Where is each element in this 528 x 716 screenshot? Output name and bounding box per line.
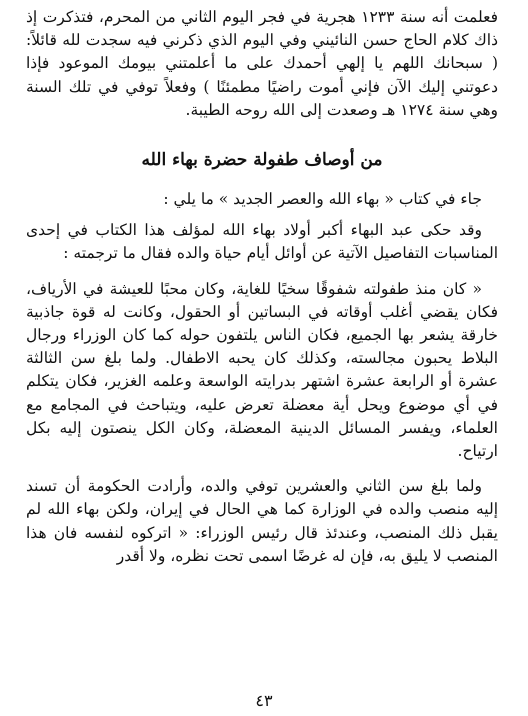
paragraph-narration: وقد حكى عبد البهاء أكبر أولاد بهاء الله لمؤلف هذا الكتاب في إحدى المناسبات التفاصيل الآتية عن أوائل أيام حياة والده فقال ما ترجمته : — [26, 221, 498, 263]
spacer — [26, 266, 498, 278]
paragraph-quote: « كان منذ طفولته شفوقًا سخيًا للغاية، وكان محبًا للعيشة في الأرياف، فكان يقضي أغلب أوقاته في البساتين أو الحقول، وكانت له قوة جاذبية خارقة يشعر بها الجميع، فكان الناس يلتفون حوله كما كان الوزراء ورجال البلاط يحبون مجالسته، وكذلك كان يحبه الاطفال. ولما بلغ سن الثالثة عشرة أو الرابعة عشرة اشتهر بدرايته الواسعة وعلمه الغزير، فكان يتكلم في أي موضوع ويحل أية معضلة تعرض عليه، ويتباحث في المجامع مع العلماء، ويفسر المسائل الدينية المعضلة، وكان الكل ينصتون إليه بكل ارتياح. — [26, 279, 498, 461]
paragraph-continuation: ولما بلغ سن الثاني والعشرين توفي والده، وأرادت الحكومة أن تسند إليه منصب والده في الوزارة كما هي الحال في إيران، ولكن بهاء الله لم يقبل ذلك المنصب، وعندئذ قال رئيس الوزراء: « اتركوه لنفسه فان هذا المنصب لا يليق به، فإن له غرضًا اسمى تحت نظره، ولا أقدر — [26, 477, 498, 565]
paragraph-opening: فعلمت أنه سنة ١٢٣٣ هجرية في فجر اليوم الثاني من المحرم، فتذكرت إذ ذاك كلام الحاج حسن النائيني وفي اليوم الذي ذكرني فيه سجدت لله قائلاً: ( سبحانك اللهم يا إلهي أحمدك على ما أعلمتني بيومك الموعود فإذا دعوتني إليك الآن فإني أموت راضيًا مطمئنًا ) وفعلاً توفي في تلك السنة وهي سنة ١٢٧٤ هـ وصعدت إلى الله روحه الطيبة. — [26, 8, 498, 119]
page-number: ٤٣ — [255, 691, 273, 710]
spacer — [26, 463, 498, 475]
section-heading: من أوصاف طفولة حضرة بهاء الله — [141, 150, 383, 171]
paragraph-citation: جاء في كتاب « بهاء الله والعصر الجديد » ما يلي : — [163, 190, 482, 209]
spacer — [26, 211, 498, 219]
